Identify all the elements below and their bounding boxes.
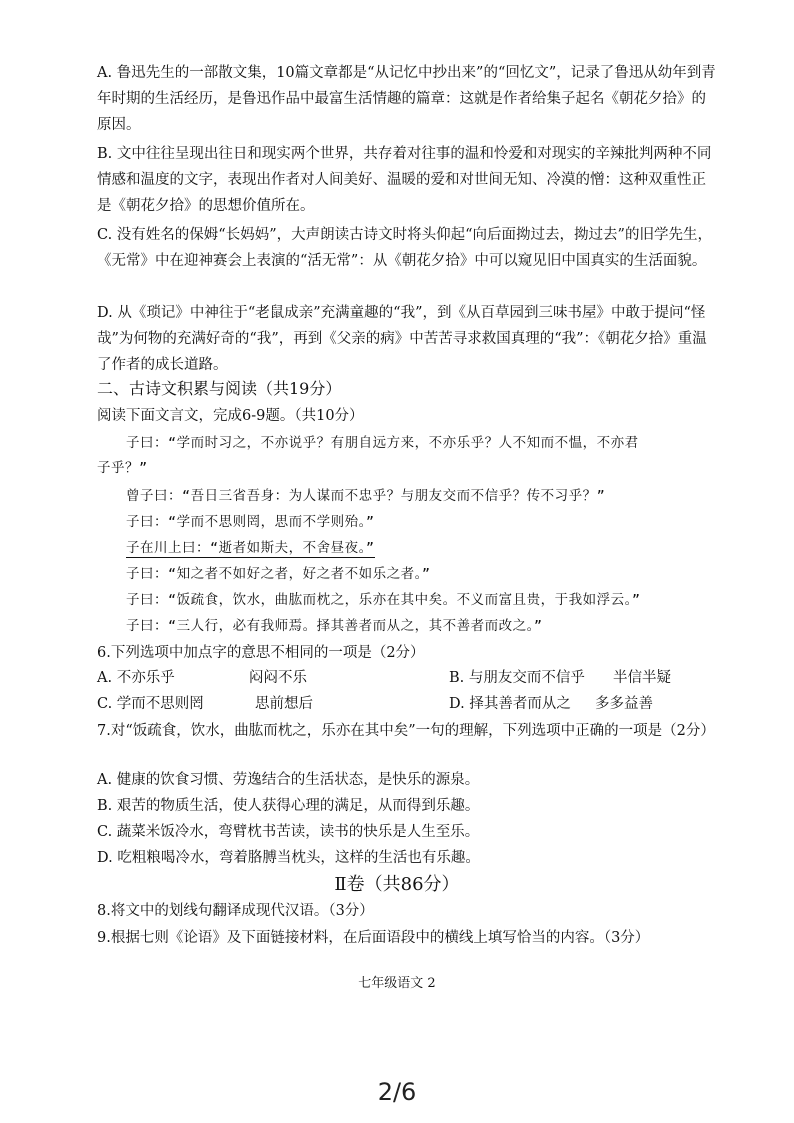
q6-option-b: B. 与朋友交而不信乎: [449, 670, 585, 686]
q6-option-c: C. 学而不思则罔: [97, 696, 204, 712]
q5-option-c: C. 没有姓名的保姆“长妈妈”，大声朗读古诗文时将头仰起“向后面拗过去，拗过去”的旧学先生，《无常》中在迎神赛会上表演的“活无常”：从《朝花夕拾》中可以窥见旧中国真实的生活面貌。: [97, 227, 712, 269]
page-footer: 七年级语文 2: [358, 976, 436, 991]
q6-stem: 6.下列选项中加点字的意思不相同的一项是（2分）: [97, 645, 425, 661]
q7-option-d: D. 吃粗粮喝冷水，弯着胳膊当枕头，这样的生活也有乐趣。: [97, 850, 480, 866]
q5-option-d: D. 从《琐记》中神往于“老鼠成亲”充满童趣的“我”，到《从百草园到三味书屋》中敢于提问“怪哉”为何物的充满好奇的“我”，再到《父亲的病》中苦苦寻求救国真理的“我”：《朝花夕拾》重温了作者的成长道路。: [97, 305, 707, 373]
q7-option-c: C. 蔬菜米饭冷水，弯臂枕书苦读，读书的快乐是人生至乐。: [97, 824, 480, 840]
passage-line-5: 子曰：“知之者不如好之者，好之者不如乐之者。”: [126, 566, 431, 582]
q6-option-d: D. 择其善者而从之: [449, 696, 571, 712]
reading-instruction: 阅读下面文言文，完成6-9题。（共10分）: [97, 408, 364, 424]
q9-stem: 9.根据七则《论语》及下面链接材料，在后面语段中的横线上填写恰当的内容。（3分）: [97, 930, 650, 946]
q5-option-b: B. 文中往往呈现出往日和现实两个世界，共存着对往事的温和怜爱和对现实的辛辣批判两种不同情感和温度的文字，表现出作者对人间美好、温暖的爱和对世间无知、冷漠的憎：这种双重性正是《朝花夕拾》的思想价值所在。: [97, 146, 712, 214]
q7-stem: 7.对“饭疏食，饮水，曲肱而枕之，乐亦在其中矣”一句的理解，下列选项中正确的一项是（2分）: [97, 723, 715, 739]
passage-line-1-cont: 子乎？”: [97, 460, 148, 476]
passage-line-3: 子曰：“学而不思则罔，思而不学则殆。”: [126, 514, 375, 530]
passage-line-4-underlined: [126, 536, 375, 561]
section-heading: 二、古诗文积累与阅读（共19分）: [97, 379, 342, 398]
passage-line-7: 子曰：“三人行，必有我师焉。择其善者而从之，其不善者而改之。”: [126, 618, 543, 634]
q8-stem: 8.将文中的划线句翻译成现代汉语。（3分）: [97, 903, 374, 919]
q6-option-a: A. 不亦乐乎: [97, 670, 175, 686]
q6-option-a-compare: 闷闷不乐: [249, 670, 307, 686]
q7-option-a: A. 健康的饮食习惯、劳逸结合的生活状态，是快乐的源泉。: [97, 772, 480, 788]
q5-option-a: A. 鲁迅先生的一部散文集，10篇文章都是“从记忆中抄出来”的“回忆文”，记录了鲁迅从幼年到青年时期的生活经历，是鲁迅作品中最富生活情趣的篇章：这就是作者给集子起名《朝花夕拾》的原因。: [97, 65, 716, 133]
q7-option-b: B. 艰苦的物质生活，使人获得心理的满足，从而得到乐趣。: [97, 798, 480, 814]
q6-option-c-compare: 思前想后: [255, 696, 313, 712]
passage-line-1: 子曰：“学而时习之，不亦说乎？有朋自远方来，不亦乐乎？人不知而不愠，不亦君: [126, 435, 639, 451]
part-2-title: Ⅱ卷（共86分）: [334, 874, 460, 895]
passage-line-6: 子曰：“饭疏食，饮水，曲肱而枕之，乐亦在其中矣。不义而富且贵，于我如浮云。”: [126, 592, 641, 608]
underlined-sentence: 子在川上曰：“逝者如斯夫，不舍昼夜。”: [126, 540, 375, 556]
passage-line-2: 曾子曰：“吾日三省吾身：为人谋而不忠乎？与朋友交而不信乎？传不习乎？”: [126, 488, 606, 504]
q6-option-d-compare: 多多益善: [595, 696, 653, 712]
q6-option-b-compare: 半信半疑: [613, 670, 671, 686]
page-number: 2/6: [377, 1078, 417, 1106]
